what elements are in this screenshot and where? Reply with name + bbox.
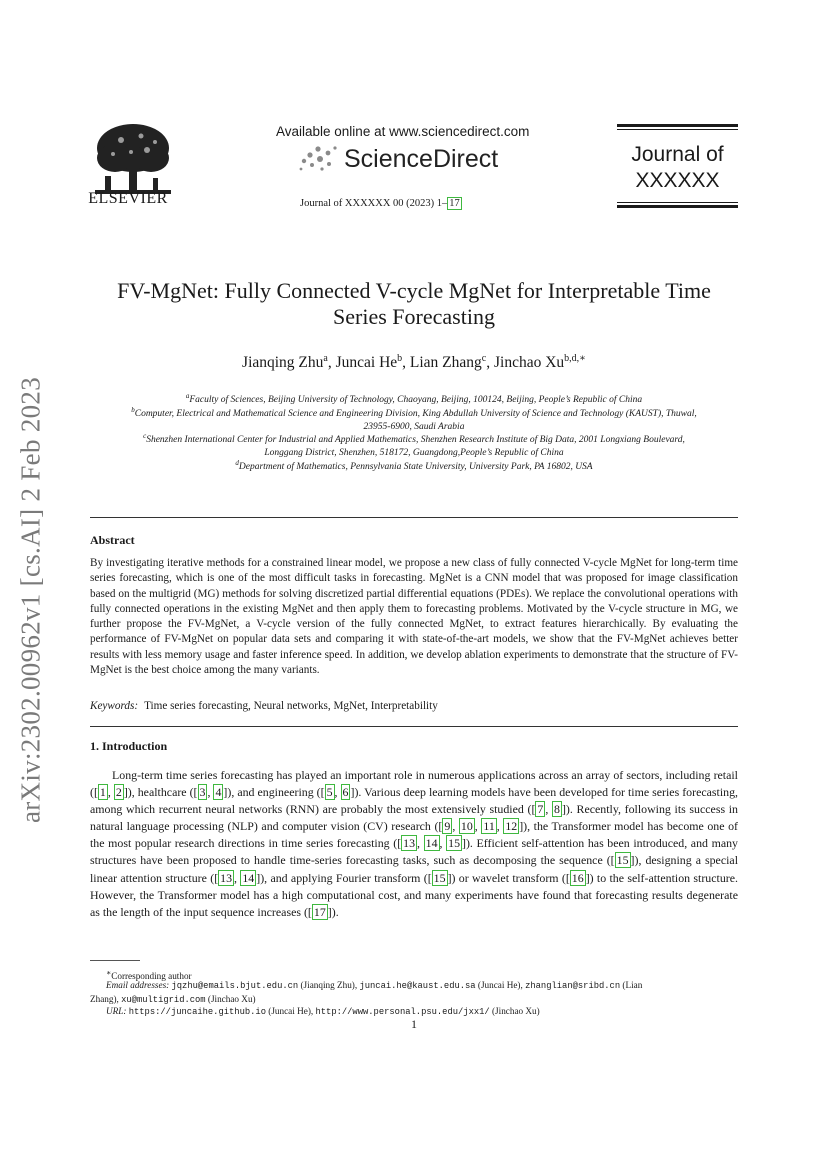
citation-link[interactable]: 17 [313,904,326,919]
affiliation-mark: d [235,459,239,467]
affiliation-text: Department of Mathematics, Pennsylvania State University, University Park, PA 16802, USA [238,462,593,473]
affiliation-mark: a [185,392,190,400]
author-separator: , [486,354,494,372]
affiliation-mark: c [143,432,147,440]
keywords-label: Keywords: [90,700,139,712]
affiliation-d [64,457,764,474]
citation-link[interactable]: 13 [403,836,416,851]
abstract-top-rule [90,517,738,518]
journal-pages-link[interactable]: 17 [449,198,460,209]
journal-box-rule [617,124,738,127]
citation-link[interactable]: 6 [342,785,349,800]
citation-link[interactable]: 3 [199,785,206,800]
author-name: Juncai He [335,354,398,372]
email-label: Email addresses: [106,980,170,990]
citation-link[interactable]: 10 [460,819,473,834]
citation-link[interactable]: 16 [571,870,584,885]
footnote-mark: ∗ [106,968,112,977]
journal-name-line2: XXXXXX [635,169,720,192]
introduction-paragraph [90,767,738,921]
body-text: , [207,785,214,800]
citation-link[interactable]: 4 [215,785,222,800]
footnote-rule [90,960,140,961]
citation-link[interactable]: 15 [448,836,461,851]
body-text: Long-term time series forecasting has played an important role in numerous applications across an array of sectors, including retail ([ [90,768,738,800]
author-separator: , [327,354,336,372]
abstract-bottom-rule [90,726,738,727]
body-text: , [439,836,447,851]
affiliation-text: Faculty of Sciences, Beijing University of Technology, Chaoyang, Beijing, 100124, Beijing, People’s Republic of China [189,395,643,406]
body-text: ]), and applying Fourier transform ([ [256,870,432,885]
journal-box-rule [617,129,738,130]
affiliation-text: Shenzhen International Center for Industrial and Applied Mathematics, Shenzhen Research Institute of Big Data, 2001 Longxiang Boulevard, [146,435,685,446]
footnote-text: (Jianqing Zhu), [298,980,360,990]
body-text: , [474,819,482,834]
author-name: Lian Zhang [409,354,482,372]
section-heading-introduction: 1. Introduction [90,739,168,753]
affiliation-mark: b [131,406,135,414]
author-affil-mark: b,d,∗ [564,353,586,364]
citation-link[interactable]: 8 [554,802,560,817]
keywords-text: Time series forecasting, Neural networks, MgNet, Interpretability [144,700,438,712]
url-link[interactable]: http://www.personal.psu.edu/jxx1/ [315,1007,490,1017]
journal-line-prefix: Journal of XXXXXX 00 (2023) 1– [300,198,448,209]
author-affil-mark: a [323,353,328,364]
body-text: , [334,785,341,800]
body-text: ]). Recently, following its success in natural language processing (NLP) and computer vision (CV) research ([ [90,802,738,834]
affiliation-c [64,430,764,460]
body-text: ]), designing a special linear attention structure ([ [90,853,738,885]
author-name: Jianqing Zhu [242,354,324,372]
footnote-text: Corresponding author [111,971,192,982]
author-name: Jinchao Xu [494,354,565,372]
arxiv-stamp [8,376,54,824]
citation-link[interactable]: 14 [425,836,438,851]
abstract-body: By investigating iterative methods for a constrained linear model, we propose a new class of fully connected V-cycle MgNet for long-term time series forecasting, which is one of the most difficult tasks in forecasting. MgNet is a CNN model that was proposed for image classification based on the multigrid (MG) methods for solving discretized partial differential equations (PDEs). We replace the convolutional operations with fully connected operations in the existing MgNet and then apply them to forecasting problems. Motivated by the V-cycle structure in MG, we further propose the FV-MgNet, a V-cycle version of the fully connected MgNet, to extract features hierarchically. By evaluating the performance of FV-MgNet on popular data sets and comparing it with state-of-the-art models, we show that the FV-MgNet achieves better results with less memory usage and faster inference speed. In addition, we develop ablation experiments to demonstrate that the structure of FV-MgNet is the best choice among the many variants. [90,557,738,677]
page-number: 1 [411,1017,417,1031]
affiliation-text: 23955-6900, Saudi Arabia [363,422,465,433]
paper-title-line2: Series Forecasting [333,304,495,329]
keywords-line [90,700,438,712]
body-text: ]) or wavelet transform ([ [447,870,570,885]
citation-link[interactable]: 7 [537,802,544,817]
publisher-name: ELSEVIER [88,190,168,207]
email-link[interactable]: xu@multigrid.com [121,995,206,1005]
paper-title-line1: FV-MgNet: Fully Connected V-cycle MgNet for Interpretable Time [117,278,711,303]
body-text: ]). Efficient self-attention has been introduced, and many structures have been proposed to handle time-series forecasting tasks, such as decomposing the sequence ([ [90,836,738,868]
email-link[interactable]: juncai.he@kaust.edu.sa [359,981,476,991]
author-separator: , [402,354,410,372]
body-text: , [545,802,553,817]
author-list [90,353,738,372]
sciencedirect-dots-icon [298,143,340,173]
body-text: ]). Various deep learning models have been developed for time series forecasting, among which recurrent neural networks (RNN) are probably the most extensively studied ([ [90,785,739,817]
author-affil-mark: c [481,353,487,364]
body-text: , [107,785,114,800]
citation-link[interactable]: 15 [433,870,446,885]
citation-link[interactable]: 11 [483,819,495,834]
footnote-emails [90,979,738,1007]
body-text: ]). [327,904,339,919]
paper-title [90,278,738,330]
body-text: ]), healthcare ([ [123,785,198,800]
journal-citation-line [300,198,462,209]
citation-link[interactable]: 14 [242,870,255,885]
footnote-text: (Lian [620,980,643,990]
footnote-text: (Jinchao Xu) [205,994,256,1004]
body-text: , [234,870,241,885]
footnote-text: Zhang), [90,994,122,1004]
email-link[interactable]: zhanglian@sribd.cn [525,981,621,991]
footnote-text: (Juncai He), [475,980,526,990]
url-label: URL: [106,1006,127,1016]
citation-link[interactable]: 9 [444,819,451,834]
journal-box-rule [617,202,738,203]
body-text: ]) to the self-attention structure. However, the Transformer model has a high computational cost, and many experiments have found that forecasting results degenerate as the length of the input sequence increases ([ [90,870,738,919]
body-text: ]), and engineering ([ [223,785,325,800]
footnote-text: (Juncai He), [265,1006,316,1016]
citation-link[interactable]: 15 [616,853,629,868]
citation-link[interactable]: 12 [505,819,518,834]
footnote-text: (Jinchao Xu) [489,1006,540,1016]
body-text: , [452,819,459,834]
sciencedirect-logo-text: ScienceDirect [344,145,499,173]
citation-link[interactable]: 5 [326,785,333,800]
journal-name-line1: Journal of [631,143,724,166]
abstract-heading: Abstract [90,533,135,547]
author-affil-mark: b [397,353,403,364]
journal-box-rule [617,205,738,208]
journal-name [617,142,738,194]
body-text: , [496,819,504,834]
arxiv-id: arXiv:2302.00962v1 [cs.AI] 2 Feb 2023 [15,376,46,824]
body-text: , [417,836,424,851]
citation-link[interactable]: 2 [115,785,122,800]
citation-link[interactable]: 1 [99,785,106,800]
url-link[interactable]: https://juncaihe.github.io [128,1007,266,1017]
affiliation-text: Longgang District, Shenzhen, 518172, Guangdong,People’s Republic of China [264,448,564,459]
email-link[interactable]: jqzhu@emails.bjut.edu.cn [171,981,299,991]
citation-link[interactable]: 13 [220,870,233,885]
body-text: ]), the Transformer model has become one of the most popular research directions in time series forecasting ([ [90,819,738,851]
affiliation-text: Computer, Electrical and Mathematical Science and Engineering Division, King Abdullah University of Science and Technology (KAUST), Thuwal, [134,409,697,420]
available-online-text: Available online at www.sciencedirect.com [276,124,530,139]
